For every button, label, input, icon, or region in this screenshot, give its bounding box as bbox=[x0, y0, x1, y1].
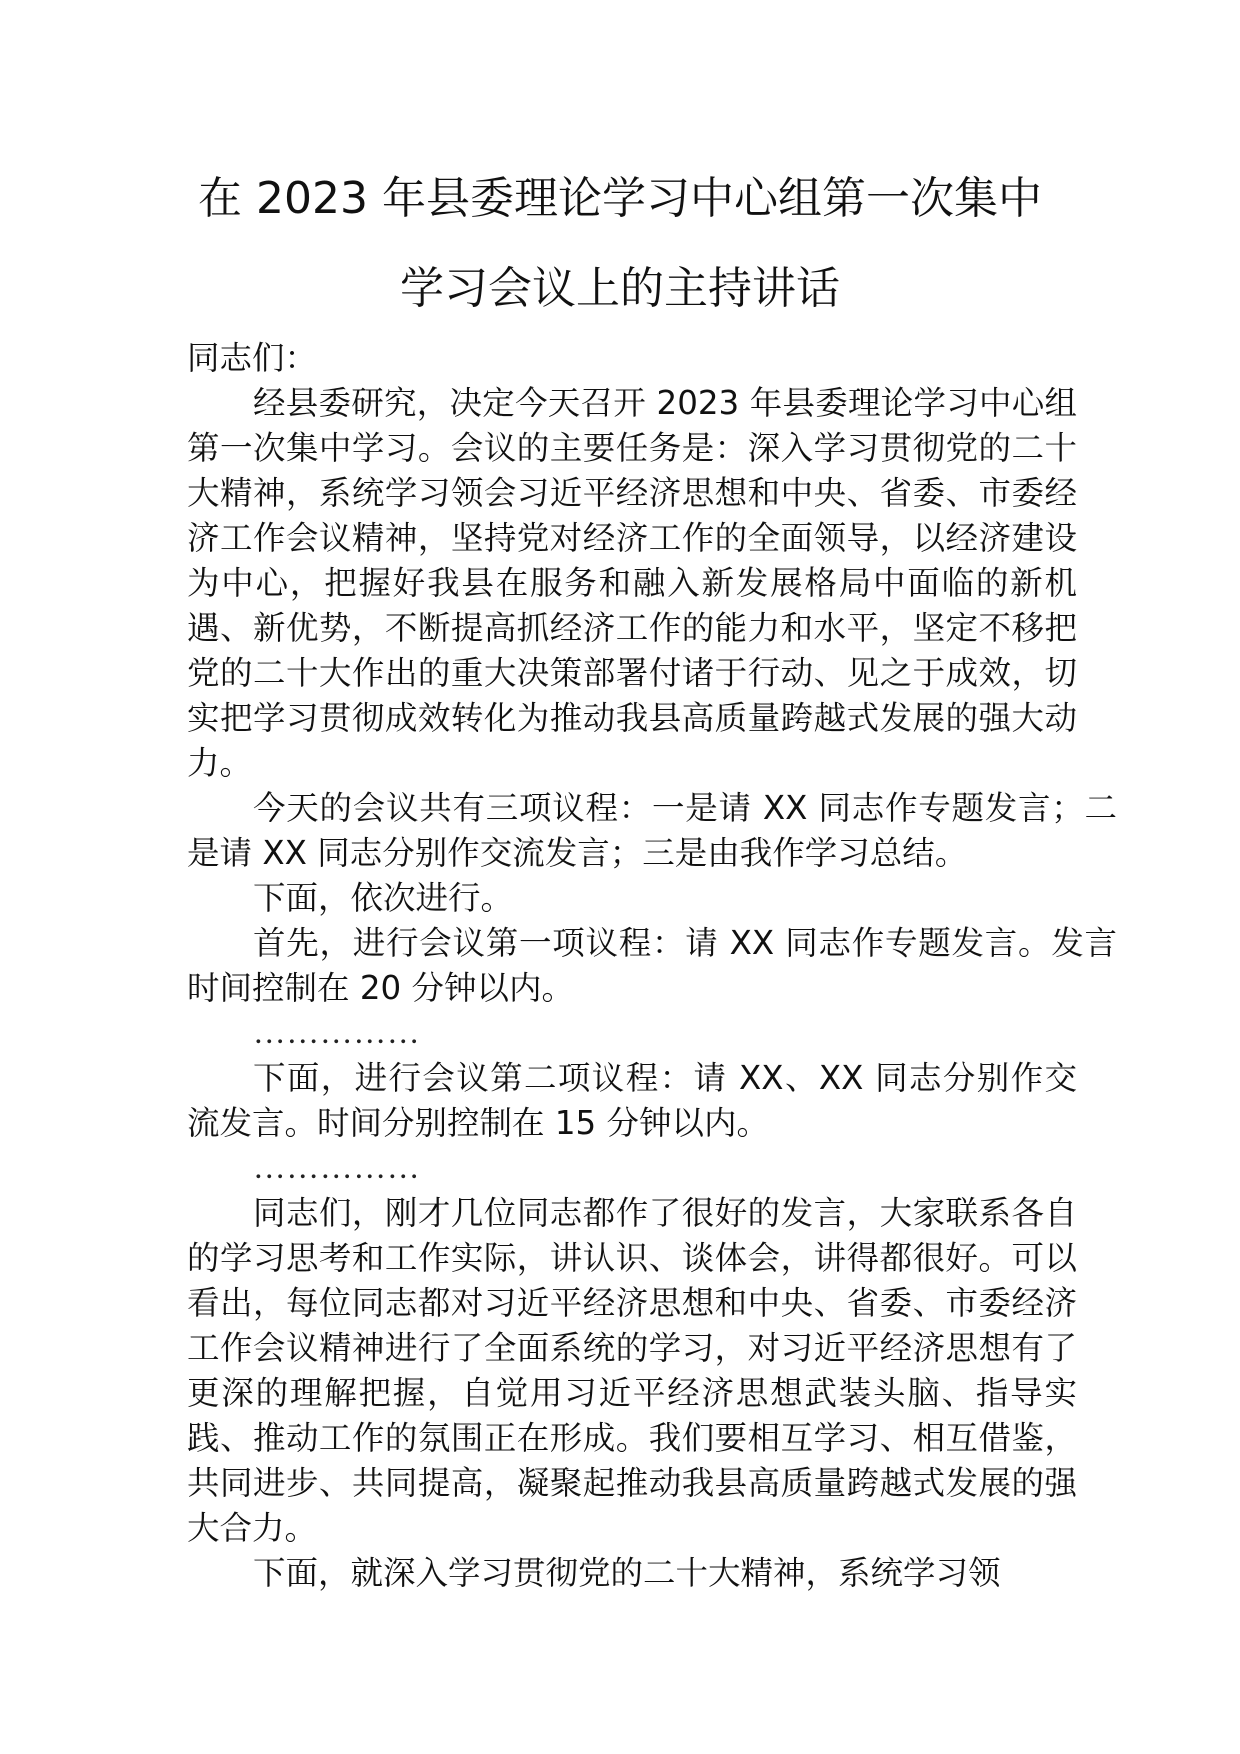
paragraph-second-item: 下面，进行会议第二项议程：请 XX、XX 同志分别作交流发言。时间分别控制在 15 分钟以内。 bbox=[187, 1059, 1077, 1142]
ellipsis-separator: …………… bbox=[253, 1150, 421, 1186]
paragraph-opening: 经县委研究，决定今天召开 2023 年县委理论学习中心组第一次集中学习。会议的主要任务是：深入学习贯彻党的二十大精神，系统学习领会习近平经济思想和中央、省委、市委经济工作会议精神，坚持党对经济工作的全面领导，以经济建设为中心，把握好我县在服务和融入新发展格局中面临的新机遇、新优势，不断提高抓经济工作的能力和水平，坚定不移把党的二十大作出的重大决策部署付诸于行动、见之于成效，切实把学习贯彻成效转化为推动我县高质量跨越式发展的强大动力。 bbox=[187, 384, 1077, 782]
document-title-line-1: 在 2023 年县委理论学习中心组第一次集中 bbox=[198, 173, 1042, 224]
paragraph-closing: 下面，就深入学习贯彻党的二十大精神，系统学习领 bbox=[253, 1554, 1001, 1592]
paragraph-proceed: 下面，依次进行。 bbox=[253, 879, 514, 917]
salutation: 同志们： bbox=[187, 339, 318, 377]
paragraph-agenda: 今天的会议共有三项议程：一是请 XX 同志作专题发言；二是请 XX 同志分别作交流发言；三是由我作学习总结。 bbox=[187, 789, 1117, 872]
paragraph-summary: 同志们，刚才几位同志都作了很好的发言，大家联系各自的学习思考和工作实际，讲认识、谈体会，讲得都很好。可以看出，每位同志都对习近平经济思想和中央、省委、市委经济工作会议精神进行了全面系统的学习，对习近平经济思想有了更深的理解把握，自觉用习近平经济思想武装头脑、指导实践、推动工作的氛围正在形成。我们要相互学习、相互借鉴，共同进步、共同提高，凝聚起推动我县高质量跨越式发展的强大合力。 bbox=[187, 1194, 1077, 1547]
ellipsis-separator: …………… bbox=[253, 1015, 421, 1051]
document-body bbox=[187, 336, 1117, 1596]
document-title-line-2: 学习会议上的主持讲话 bbox=[400, 263, 840, 314]
paragraph-first-item: 首先，进行会议第一项议程：请 XX 同志作专题发言。发言时间控制在 20 分钟以内。 bbox=[187, 924, 1117, 1007]
